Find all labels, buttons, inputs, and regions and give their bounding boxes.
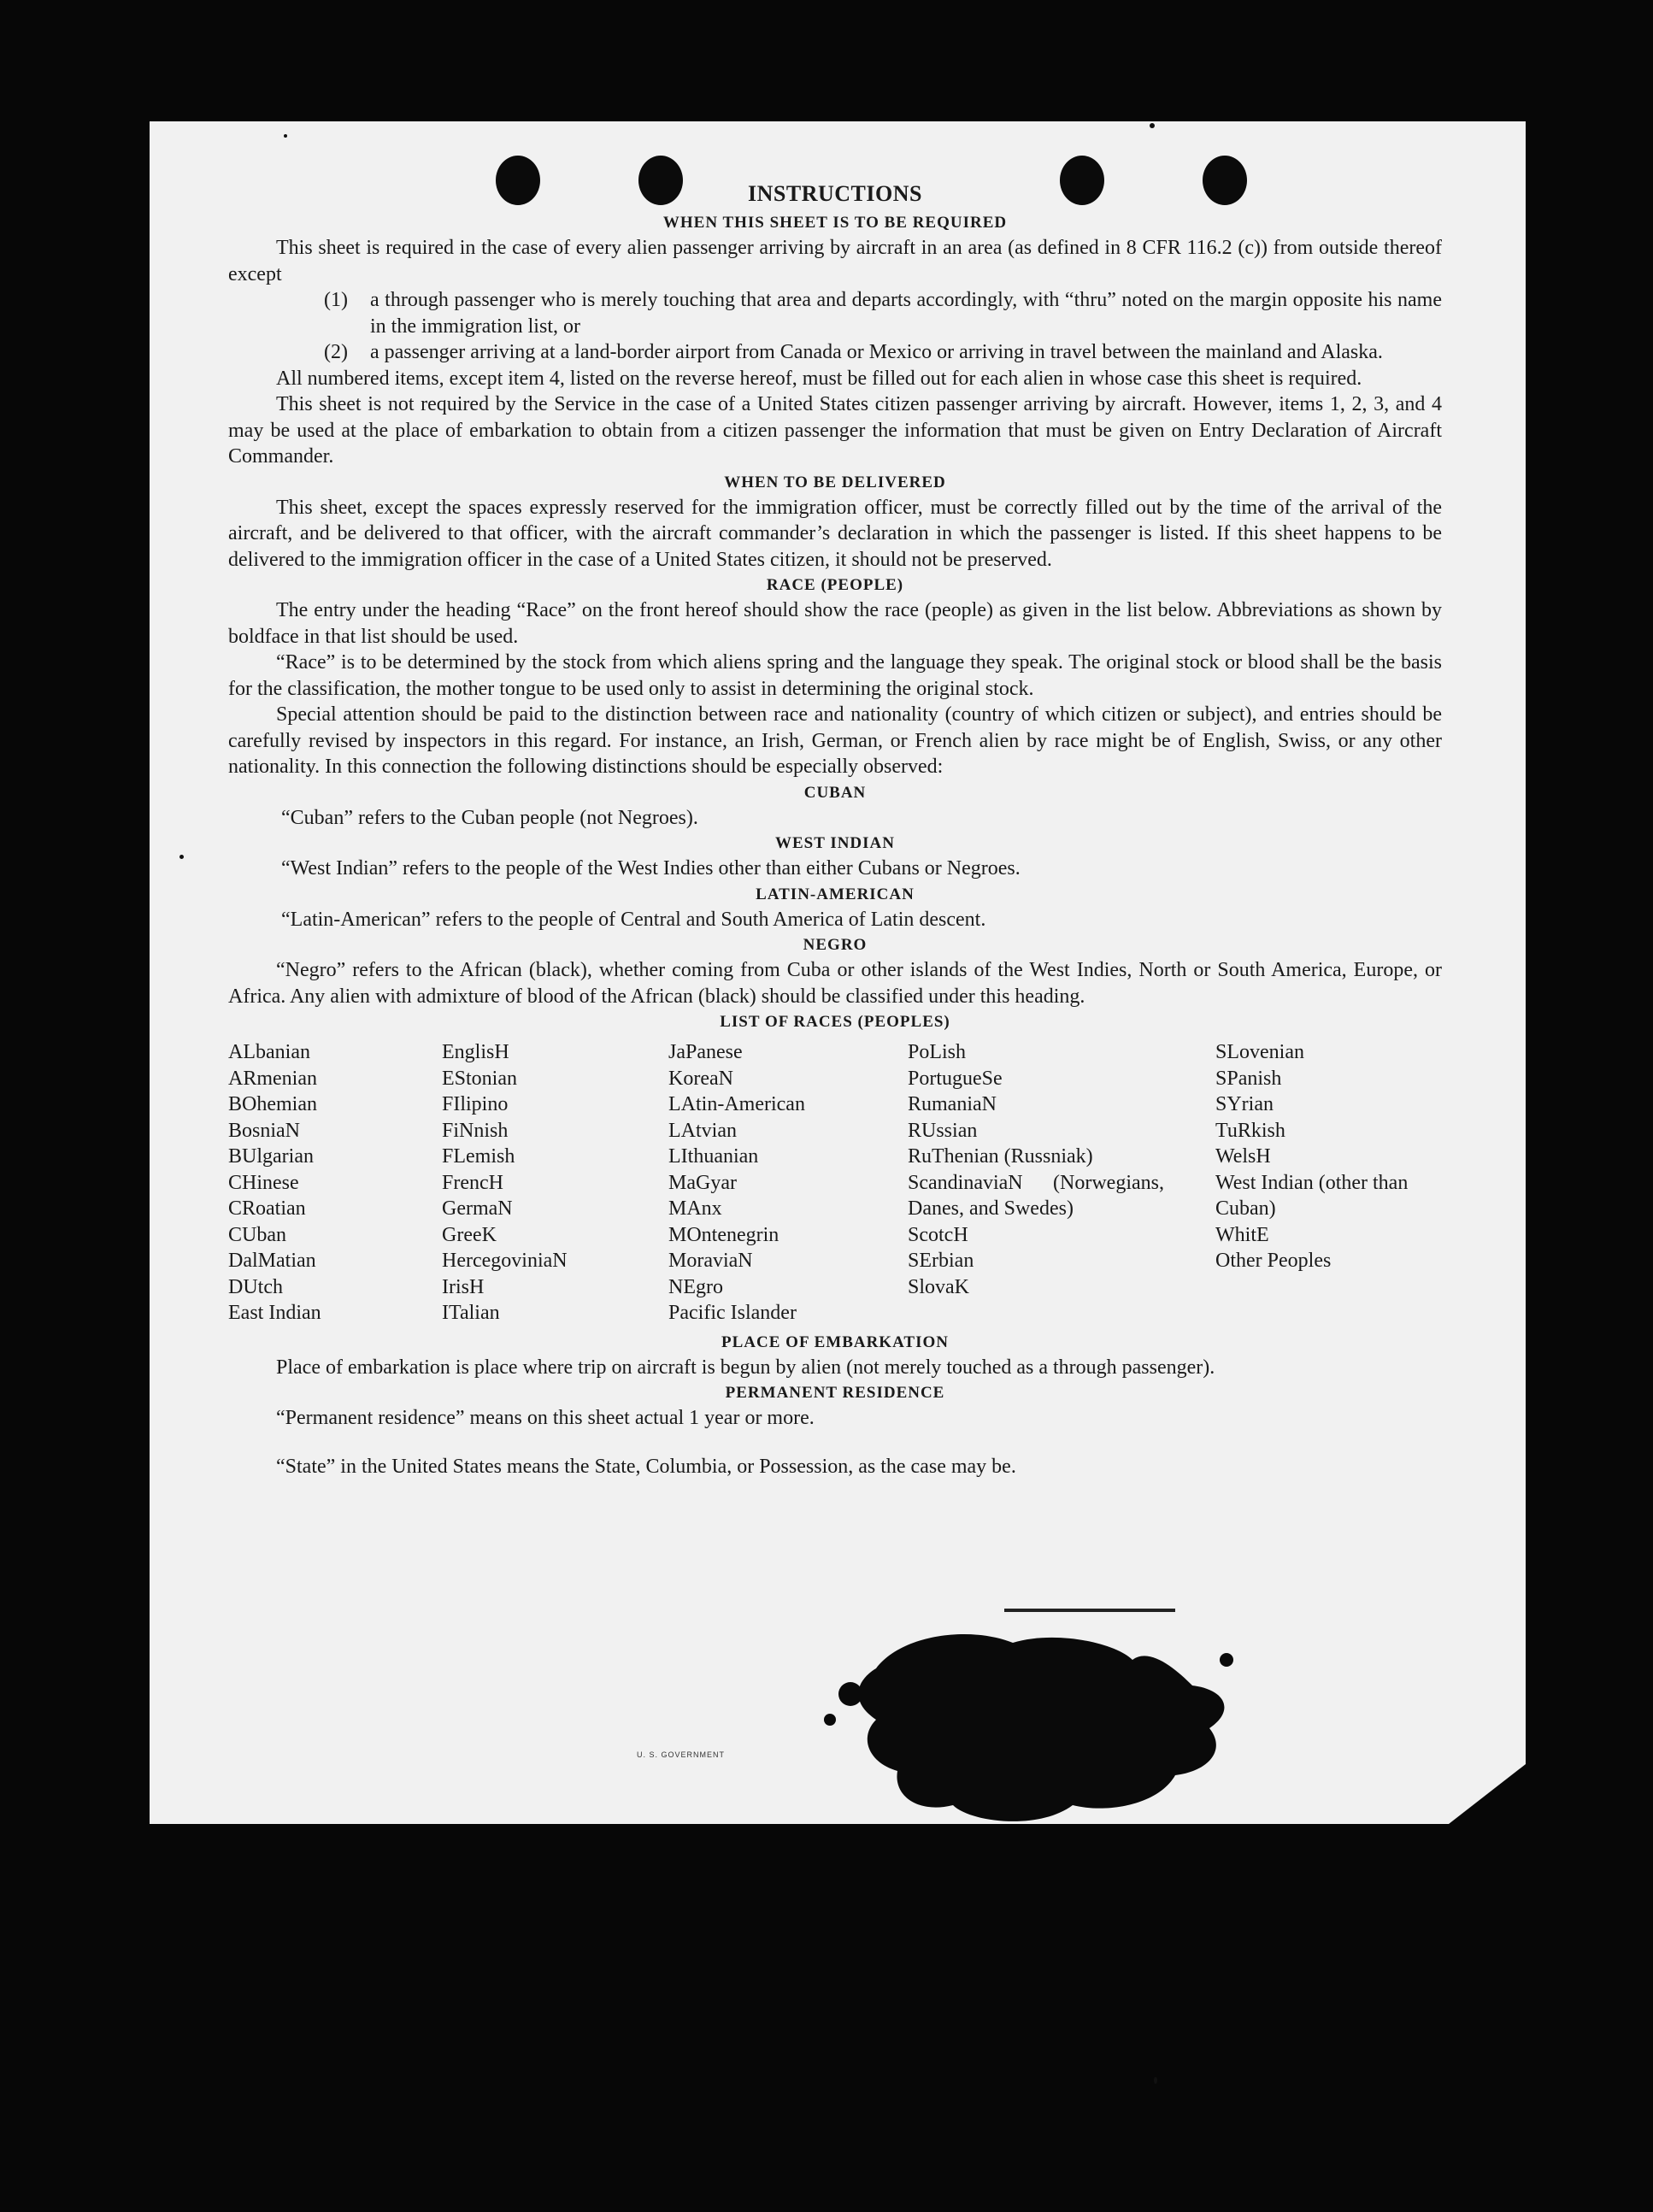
definition-cuban: “Cuban” refers to the Cuban people (not Negroes). [281,806,698,829]
paragraph-state: “State” in the United States means the State, Columbia, or Possession, as the case may be. [276,1455,1016,1478]
paragraph-race-3: Special attention should be paid to the distinction between race and nationality (country of which citizen or subject), and entries should be carefully revised by inspectors in this regard. For instance, an Irish, German, or French alien by race might be of English, Swiss, or any other nationality. In this connection the following distinctions should be especially observed: [228,703,1442,778]
race-column [668,1039,908,1327]
page-title: INSTRUCTIONS [748,181,922,206]
paragraph-race-1: The entry under the heading “Race” on the front hereof should show the race (people) as given in the list below. Abbreviations as shown by boldface in that list should be used. [228,599,1442,648]
speck [284,134,287,138]
race-entry: GreeK [442,1223,497,1246]
exception-item [228,339,1442,366]
race-entry: FiNnish [442,1119,509,1142]
race-entry: MAnx [668,1197,722,1220]
race-entry: NEgro [668,1275,723,1298]
race-column [908,1039,1164,1327]
race-entry: SlovaK [908,1275,969,1298]
race-entry: SLovenian [1215,1041,1304,1063]
section-heading-delivered: WHEN TO BE DELIVERED [724,473,946,491]
paragraph-negro: “Negro” refers to the African (black), whether coming from Cuba or other islands of the West Indies, North or South America, Europe, or Africa. Any alien with admixture of blood of the African (black) should be classified under this heading. [228,959,1442,1008]
race-entry: BUlgarian [228,1145,314,1168]
race-entry: CRoatian [228,1197,306,1220]
race-entry: SPanish [1215,1067,1282,1090]
race-entry: PortugueSe [908,1067,1003,1090]
race-entry: RumaniaN [908,1093,997,1115]
race-entry: FLemish [442,1145,515,1168]
speck [179,855,184,859]
race-entry: ARmenian [228,1067,317,1090]
section-heading-race: RACE (PEOPLE) [766,576,904,594]
race-entry: MOntenegrin [668,1223,779,1246]
section-heading-embarkation: PLACE OF EMBARKATION [721,1332,949,1351]
section-heading-required: WHEN THIS SHEET IS TO BE REQUIRED [662,214,1008,232]
race-entry: West Indian (other than Cuban) [1215,1171,1409,1220]
race-entry: FrencH [442,1171,503,1194]
race-column [1215,1039,1433,1327]
paragraph-embarkation: Place of embarkation is place where trip on aircraft is begun by alien (not merely touched as a through passenger). [276,1356,1215,1379]
race-entry: CUban [228,1223,286,1246]
race-entry: PoLish [908,1041,967,1063]
race-list [228,1039,1442,1327]
race-entry: HercegoviniaN [442,1250,568,1272]
race-entry: IrisH [442,1275,485,1298]
exception-number: (2) [324,341,348,363]
definition-latin-american: “Latin-American” refers to the people of Central and South America of Latin descent. [281,908,986,931]
race-entry: LAtvian [668,1119,737,1142]
race-entry: DUtch [228,1275,283,1298]
race-entry: Other Peoples [1215,1250,1332,1272]
paragraph-residence: “Permanent residence” means on this sheet actual 1 year or more. [276,1407,815,1429]
section-heading-residence: PERMANENT RESIDENCE [725,1384,945,1402]
race-entry: BOhemian [228,1093,317,1115]
torn-corner [1449,1764,1526,1824]
race-entry: CHinese [228,1171,299,1194]
ink-stain [748,1609,1295,1824]
speck [1150,123,1155,128]
race-entry: LIthuanian [668,1145,759,1168]
race-entry: ScandinaviaN (Norwegians, Danes, and Swedes) [908,1171,1164,1220]
race-entry: ScotcH [908,1223,968,1246]
race-entry: Pacific Islander [668,1302,797,1324]
race-entry: WelsH [1215,1145,1271,1168]
instructions-body [228,181,1442,1480]
race-entry: East Indian [228,1302,321,1324]
race-column [228,1039,442,1327]
race-entry: JaPanese [668,1041,743,1063]
paragraph-delivered: This sheet, except the spaces expressly reserved for the immigration officer, must be correctly filled out by the time of the arrival of the aircraft, and be delivered to that officer, with the aircraft commander’s declaration in which the passenger is listed. If this sheet happens to be delivered to the immigration officer in the case of a United States citizen, it should not be preserved. [228,496,1442,571]
exception-number: (1) [324,289,348,311]
race-entry: RuThenian (Russniak) [908,1145,1093,1168]
race-entry: WhitE [1215,1223,1269,1246]
section-heading-latin-american: LATIN-AMERICAN [756,885,915,903]
race-entry: TuRkish [1215,1119,1285,1142]
exception-text: a through passenger who is merely touching that area and departs accordingly, with “thru” noted on the margin opposite his name in the immigration list, or [370,289,1442,338]
race-entry: MoraviaN [668,1250,753,1272]
race-entry: EnglisH [442,1041,509,1063]
race-entry: GermaN [442,1197,513,1220]
race-entry: SErbian [908,1250,974,1272]
race-entry: EStonian [442,1067,517,1090]
race-entry: ALbanian [228,1041,310,1063]
speck [1154,2077,1157,2084]
race-entry: MaGyar [668,1171,737,1194]
paragraph-race-2: “Race” is to be determined by the stock from which aliens spring and the language they speak. The original stock or blood shall be the basis for the classification, the mother tongue to be used only to assist in determining the original stock. [228,651,1442,700]
race-column [442,1039,668,1327]
exception-text: a passenger arriving at a land-border airport from Canada or Mexico or arriving in travel between the mainland and Alaska. [370,341,1383,363]
printer-imprint: U. S. GOVERNMENT [637,1750,726,1759]
race-entry: DalMatian [228,1250,316,1272]
paragraph-numbered-items: All numbered items, except item 4, listed on the reverse hereof, must be filled out for each alien in whose case this sheet is required. [276,367,1362,390]
section-heading-negro: NEGRO [803,936,868,954]
definition-west-indian: “West Indian” refers to the people of the West Indies other than either Cubans or Negroes. [281,857,1021,880]
document-page [150,121,1526,1824]
race-entry: RUssian [908,1119,978,1142]
section-heading-race-list: LIST OF RACES (PEOPLES) [720,1013,950,1031]
paragraph-citizen: This sheet is not required by the Service in the case of a United States citizen passenger arriving by aircraft. However, items 1, 2, 3, and 4 may be used at the place of embarkation to obtain from a citizen passenger the information that must be given on Entry Declaration of Aircraft Commander. [228,393,1442,468]
race-entry: BosniaN [228,1119,300,1142]
race-entry: ITalian [442,1302,500,1324]
race-entry: KoreaN [668,1067,733,1090]
paragraph-required: This sheet is required in the case of every alien passenger arriving by aircraft in an area (as defined in 8 CFR 116.2 (c)) from outside thereof except [228,237,1442,285]
race-entry: SYrian [1215,1093,1274,1115]
race-entry: FIlipino [442,1093,509,1115]
section-heading-west-indian: WEST INDIAN [775,834,895,852]
race-entry: LAtin-American [668,1093,805,1115]
exception-item [228,287,1442,339]
section-heading-cuban: CUBAN [803,783,867,802]
